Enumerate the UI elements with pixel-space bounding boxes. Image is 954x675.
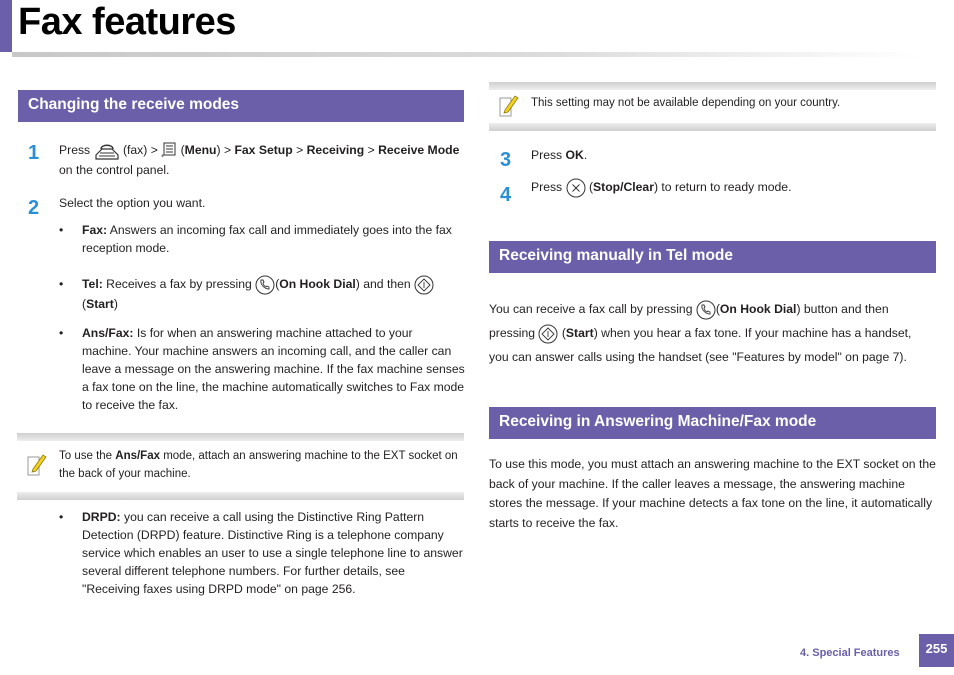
note-pencil-icon [25,451,47,477]
step-number-1: 1 [28,142,40,164]
title-accent-bar [0,0,12,52]
on-hook-dial-icon [696,300,716,320]
step-number-3: 3 [500,149,512,171]
page-title: Fax features [18,1,236,43]
menu-icon [161,142,177,160]
page-number: 255 [919,634,954,667]
tel-mode-description: You can receive a fax call by pressing (On Hook Dial) button and then pressing (Start) when you hear a fax tone. If your machine has a handset, you can answer calls using the handset (see "Features by model" on page 7). [489,297,939,369]
section-heading-tel-mode: Receiving manually in Tel mode [489,241,936,273]
step-4-text: Press (Stop/Clear) to return to ready mode. [531,178,791,198]
start-icon [538,324,558,344]
svg-text:*: * [161,153,165,160]
step-1-text: Press (fax) > * (Menu) > Fax Setup > Receiving > Receive Mode on the control panel. [59,141,469,179]
start-icon [414,275,434,295]
fax-icon [94,141,120,161]
answering-mode-description: To use this mode, you must attach an answering machine to the EXT socket on the back of your machine. If the caller leaves a message, the answering machine stores the message. If your machine detects a fax tone on the line, it automatically starts to receive the fax. [489,457,936,530]
title-divider [12,52,922,57]
footer-chapter-label: 4. Special Features [800,647,900,659]
note-box-ansfax: To use the Ans/Fax mode, attach an answering machine to the EXT socket on the back of your machine. [17,433,464,500]
on-hook-dial-icon [255,275,275,295]
step-3-text: Press OK. [531,148,588,162]
step-number-4: 4 [500,184,512,206]
note-pencil-icon [497,92,519,118]
step-number-2: 2 [28,197,40,219]
section-heading-answering-machine-mode: Receiving in Answering Machine/Fax mode [489,407,936,439]
section-heading-receive-modes: Changing the receive modes [18,90,464,122]
note-box-country: This setting may not be available depending on your country. [489,82,936,131]
step-2-text: Select the option you want. [59,196,206,210]
stop-clear-icon [566,178,586,198]
